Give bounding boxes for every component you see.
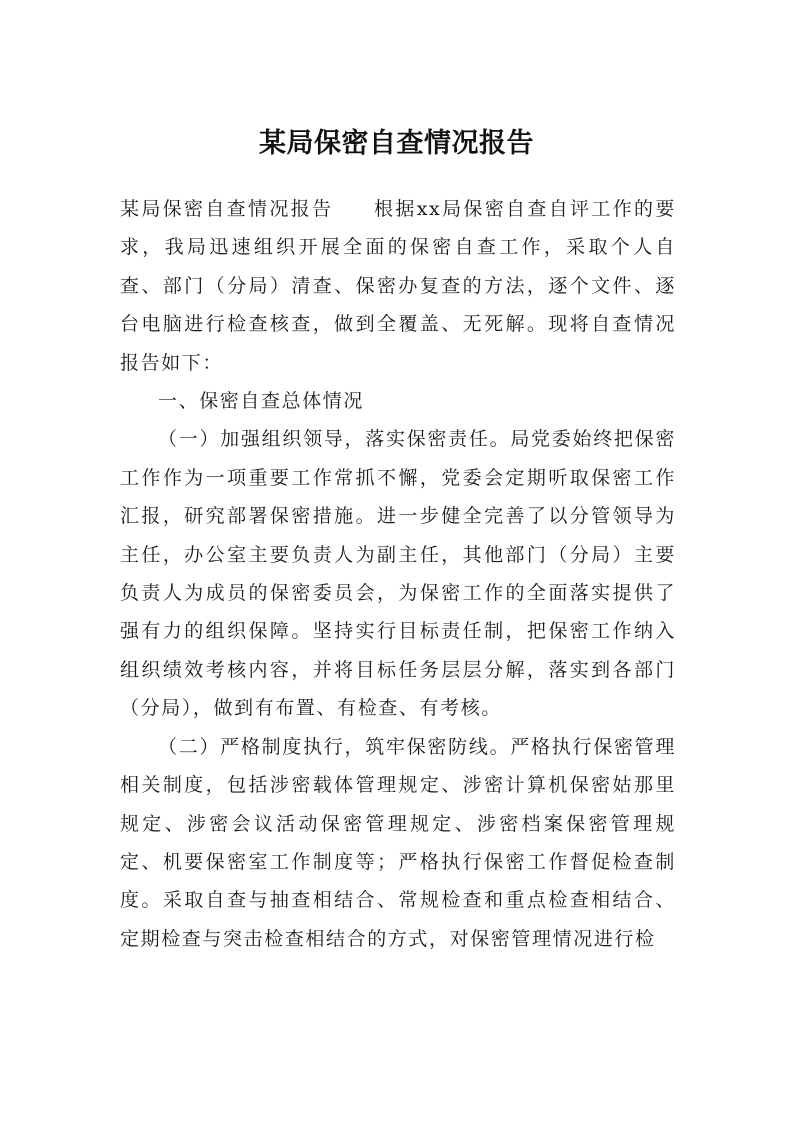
document-title: 某局保密自查情况报告: [259, 128, 534, 159]
document-body: [120, 190, 676, 958]
intro-lead: 某局保密自查情况报告: [120, 198, 334, 220]
intro-paragraph: [120, 190, 676, 382]
intro-body: 根据xx局保密自查自评工作的要求，我局迅速组织开展全面的保密自查工作，采取个人自查、部门（分局）清查、保密办复查的方法，逐个文件、逐台电脑进行检查核查，做到全覆盖、无死解。现将自查情况报告如下：: [120, 198, 676, 374]
section-heading: 一、保密自查总体情况: [158, 390, 365, 413]
body-paragraph-1: （一）加强组织领导，落实保密责任。局党委始终把保密工作作为一项重要工作常抓不懈，党委会定期听取保密工作汇报，研究部署保密措施。进一步健全完善了以分管领导为主任，办公室主要负责人为副主任，其他部门（分局）主要负责人为成员的保密委员会，为保密工作的全面落实提供了强有力的组织保障。坚持实行目标责任制，把保密工作纳入组织绩效考核内容，并将目标任务层层分解，落实到各部门（分局），做到有布置、有检查、有考核。: [120, 428, 676, 720]
body-paragraph-2: （二）严格制度执行，筑牢保密防线。严格执行保密管理相关制度，包括涉密载体管理规定、涉密计算机保密姑那里规定、涉密会议活动保密管理规定、涉密档案保密管理规定、机要保密室工作制度等；严格执行保密工作督促检查制度。采取自查与抽查相结合、常规检查和重点检查相结合、定期检查与突击检查相结合的方式，对保密管理情况进行检: [120, 735, 676, 950]
